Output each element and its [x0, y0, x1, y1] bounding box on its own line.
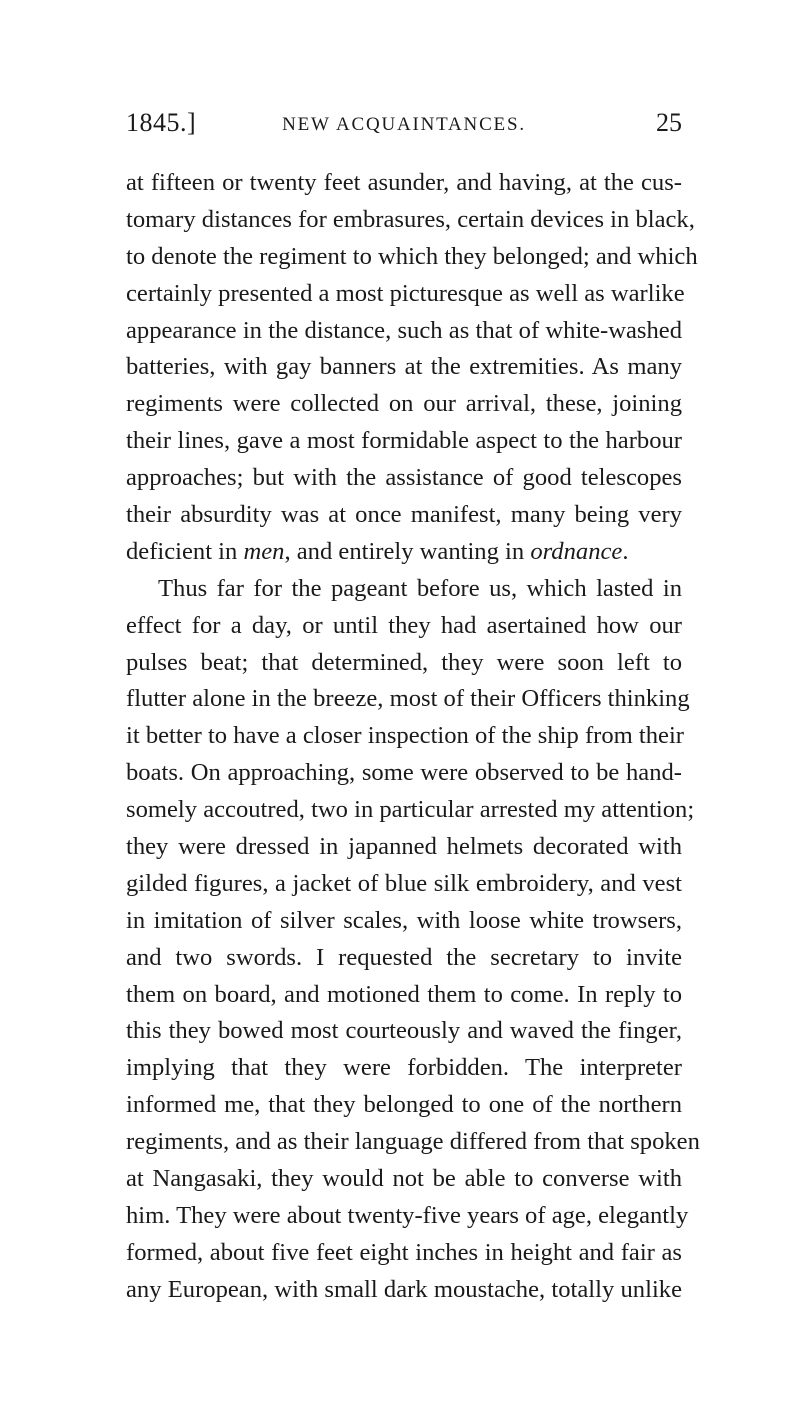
page-number: 25	[656, 108, 682, 137]
text-line: Thus far for the pageant before us, which lasted in	[158, 574, 682, 602]
text-line: them on board, and motioned them to come. In reply to	[126, 980, 682, 1008]
text-line: batteries, with gay banners at the extremities. As many	[126, 353, 682, 381]
text-line: regiments, and as their language differed from that spoken	[126, 1128, 700, 1156]
text-line: gilded figures, a jacket of blue silk embroidery, and vest	[126, 869, 682, 897]
text-line: boats. On approaching, some were observed to be hand-	[126, 759, 682, 787]
header-year: 1845.]	[126, 108, 197, 137]
italic-segment: ordnance	[530, 537, 623, 565]
text-line: somely accoutred, two in particular arrested my attention;	[126, 796, 695, 824]
italic-segment: men	[243, 537, 285, 565]
text-segment: .	[622, 537, 629, 565]
text-segment: , and entirely wanting in	[284, 537, 525, 565]
text-line: him. They were about twenty-five years of age, elegantly	[126, 1201, 689, 1229]
text-line: in imitation of silver scales, with loose white trowsers,	[126, 906, 682, 934]
text-line: approaches; but with the assistance of good telescopes	[126, 464, 682, 492]
text-line: this they bowed most courteously and waved the finger,	[126, 1017, 682, 1045]
text-line: informed me, that they belonged to one of the northern	[126, 1091, 682, 1119]
text-line: formed, about five feet eight inches in height and fair as	[126, 1238, 682, 1266]
text-line: flutter alone in the breeze, most of their Officers thinking	[126, 685, 690, 713]
text-line: their lines, gave a most formidable aspect to the harbour	[126, 427, 682, 455]
text-line: effect for a day, or until they had asertained how our	[126, 611, 682, 639]
text-line: pulses beat; that determined, they were soon left to	[126, 648, 682, 676]
text-line: at Nangasaki, they would not be able to converse with	[126, 1165, 682, 1193]
text-segment: deficient in	[126, 537, 238, 565]
text-line: they were dressed in japanned helmets decorated with	[126, 833, 682, 861]
text-line: to denote the regiment to which they belonged; and which	[126, 242, 698, 270]
text-line: it better to have a closer inspection of the ship from their	[126, 722, 684, 750]
running-header	[126, 108, 682, 148]
text-line: implying that they were forbidden. The interpreter	[126, 1054, 682, 1082]
text-line: appearance in the distance, such as that of white-washed	[126, 316, 682, 344]
header-title: NEW ACQUAINTANCES.	[282, 114, 526, 135]
text-line: any European, with small dark moustache, totally unlike	[126, 1275, 682, 1303]
text-line: regiments were collected on our arrival, these, joining	[126, 390, 682, 418]
text-line-paragraph-end	[126, 534, 682, 571]
text-line: their absurdity was at once manifest, many being very	[126, 501, 682, 529]
text-line: tomary distances for embrasures, certain devices in black,	[126, 205, 695, 233]
text-line: certainly presented a most picturesque as well as warlike	[126, 279, 685, 307]
text-line: and two swords. I requested the secretary to invite	[126, 943, 682, 971]
page-body	[126, 165, 700, 1309]
text-line: at fifteen or twenty feet asunder, and having, at the cus-	[126, 169, 682, 196]
